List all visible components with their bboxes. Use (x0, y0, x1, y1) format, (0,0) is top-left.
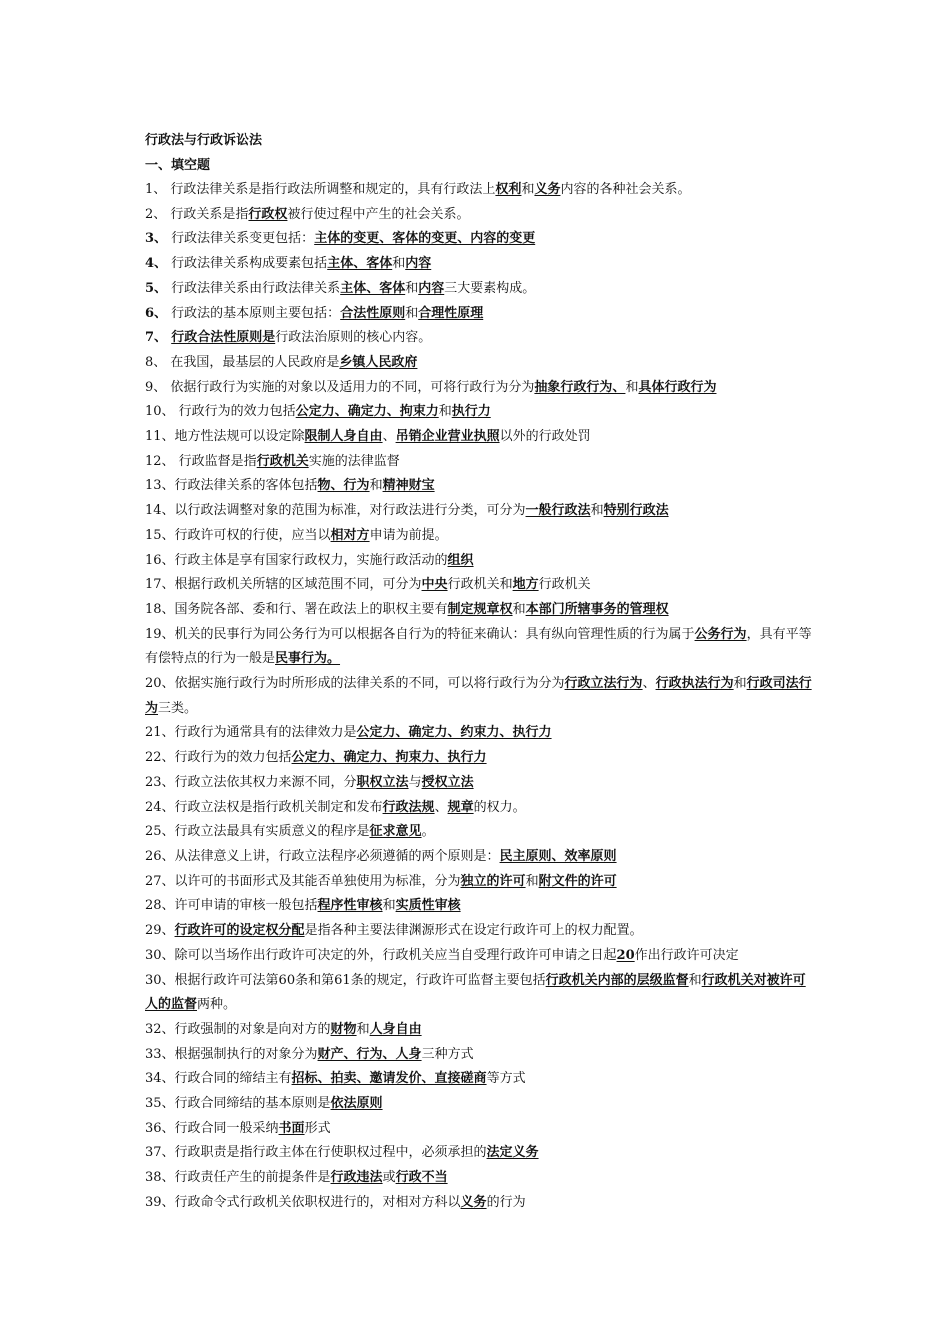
question-item (145, 969, 815, 1018)
question-item (145, 1018, 815, 1043)
answer-text: 抽象行政行为、 (534, 379, 626, 395)
question-text: 6、 (145, 305, 168, 321)
answer-text: 20 (616, 947, 635, 963)
question-item (145, 1117, 815, 1142)
answer-text: 财产、行为、人身 (317, 1046, 422, 1062)
question-text: 和 (382, 898, 396, 914)
question-item (145, 524, 815, 549)
question-item (145, 672, 815, 721)
answer-text: 主体、客体 (340, 280, 406, 296)
question-text: 34、行政合同的缔结主有 (145, 1071, 292, 1087)
question-text: 29、 (145, 923, 175, 939)
question-item (145, 573, 815, 598)
answer-text: 程序性审核 (317, 898, 383, 914)
answer-text: 公定力、确定力、约束力、执行力 (356, 725, 552, 741)
question-item (145, 277, 815, 302)
question-item (145, 1092, 815, 1117)
question-text: 行政法律关系构成要素包括 (167, 256, 328, 272)
question-text: 20、依据实施行政行为时所形成的法律关系的不同，可以将行政行为分为 (145, 676, 565, 692)
question-list (145, 178, 815, 1216)
question-text: 依据行政行为实施的对象以及适用力的不同，可将行政行为分为 (166, 379, 535, 395)
question-text: 内容的各种社会关系。 (560, 182, 691, 197)
answer-text: 中央 (421, 577, 448, 593)
answer-text: 行政机关对被许可人的监督 (145, 972, 806, 1013)
question-item (145, 227, 815, 252)
answer-text: 具体行政行为 (638, 379, 717, 395)
question-text: 13、行政法律关系的客体包括 (145, 478, 318, 494)
answer-text: 法定义务 (486, 1145, 539, 1161)
answer-text: 主体的变更、客体的变更、内容的变更 (314, 231, 536, 247)
question-text: 的权力。 (473, 799, 526, 815)
answer-text: 征求意见 (369, 824, 422, 840)
question-text: 和 (521, 182, 535, 197)
answer-text: 书面 (278, 1120, 305, 1136)
question-text: 的行为 (486, 1194, 526, 1210)
question-text: 实施的法律监督 (308, 453, 400, 469)
question-item (145, 1043, 815, 1068)
answer-text: 行政执法行为 (655, 676, 734, 692)
answer-text: 财物 (330, 1021, 357, 1037)
question-text: 和 (405, 280, 419, 296)
question-text: 三大要素构成。 (444, 280, 536, 296)
question-item (145, 796, 815, 821)
section-heading: 一、填空题 (145, 158, 211, 173)
answer-text: 行政机关 (256, 453, 309, 469)
question-item (145, 252, 815, 277)
answer-text: 精神财宝 (382, 478, 435, 494)
question-text: 3、 (145, 231, 168, 247)
answer-text: 权利 (495, 182, 522, 197)
question-item (145, 771, 815, 796)
question-text: 作出行政许可决定 (634, 947, 739, 963)
question-item (145, 425, 815, 450)
question-text: 申请为前提。 (369, 527, 448, 543)
question-text: 15、行政许可权的行使，应当以 (145, 527, 331, 543)
question-text: 30、除可以当场作出行政许可决定的外，行政机关应当自受理行政许可申请之日起 (145, 947, 617, 963)
question-text: 和 (625, 379, 639, 395)
answer-text: 职权立法 (356, 774, 409, 790)
question-text: 是指各种主要法律渊源形式在设定行政许可上的权力配置。 (304, 923, 643, 939)
answer-text: 行政不当 (395, 1170, 448, 1186)
question-text: 在我国，最基层的人民政府是 (166, 354, 340, 370)
answer-text: 招标、拍卖、邀请发价、直接磋商 (291, 1071, 487, 1087)
question-text: 22、行政行为的效力包括 (145, 750, 292, 766)
question-text: 和 (356, 1021, 370, 1037)
question-item (145, 549, 815, 574)
question-text: 26、从法律意义上讲，行政立法程序必须遵循的两个原则是： (145, 848, 500, 864)
answer-text: 本部门所辖事务的管理权 (525, 601, 669, 617)
question-item (145, 1067, 815, 1092)
question-item (145, 721, 815, 746)
question-text: 37、行政职责是指行政主体在行使职权过程中，必须承担的 (145, 1145, 487, 1161)
question-text: 9、 (145, 379, 167, 395)
answer-text: 主体、客体 (327, 256, 393, 272)
answer-text: 吊销企业营业执照 (395, 429, 500, 445)
answer-text: 人身自由 (369, 1021, 422, 1037)
question-item (145, 474, 815, 499)
question-text: 和 (369, 478, 383, 494)
question-item (145, 1191, 815, 1216)
answer-text: 地方 (512, 577, 539, 593)
question-text: 行政机关 (538, 577, 591, 593)
question-item (145, 351, 815, 376)
question-item (145, 820, 815, 845)
question-item (145, 845, 815, 870)
answer-text: 行政许可的设定权分配 (174, 923, 305, 939)
question-text: 16、行政主体是享有国家行政权力，实施行政活动的 (145, 552, 448, 568)
question-text: 、 (642, 676, 656, 692)
question-text: 27、以许可的书面形式及其能否单独使用为标准，分为 (145, 873, 461, 889)
question-text: 33、根据强制执行的对象分为 (145, 1046, 318, 1062)
answer-text: 民主原则、效率原则 (499, 848, 617, 864)
question-text: 24、行政立法权是指行政机关制定和发布 (145, 799, 383, 815)
question-text: 行政法律关系由行政法律关系 (167, 280, 341, 296)
question-text: 。 (421, 824, 435, 840)
question-item (145, 1141, 815, 1166)
question-text: 17、根据行政机关所辖的区域范围不同，可分为 (145, 577, 422, 593)
question-text: 和 (688, 972, 702, 988)
question-text: 行政法律关系变更包括： (167, 231, 315, 247)
question-text: 25、行政立法最具有实质意义的程序是 (145, 824, 370, 840)
question-text: 、 (382, 429, 396, 445)
question-text: 三种方式 (421, 1046, 474, 1062)
question-item (145, 400, 815, 425)
question-text: 1、 (145, 182, 167, 197)
question-text: 39、行政命令式行政机关依职权进行的，对相对方科以 (145, 1194, 461, 1210)
answer-text: 公务行为 (694, 626, 747, 642)
question-text: 14、以行政法调整对象的范围为标准，对行政法进行分类，可分为 (145, 503, 526, 519)
question-item (145, 450, 815, 475)
answer-text: 行政违法 (330, 1170, 383, 1186)
answer-text: 制定规章权 (447, 601, 513, 617)
question-item (145, 178, 815, 203)
answer-text: 乡镇人民政府 (339, 354, 418, 370)
answer-text: 物、行为 (317, 478, 370, 494)
question-text: 行政法律关系是指行政法所调整和规定的，具有行政法上 (166, 182, 496, 197)
question-text: 行政关系是指 (166, 206, 249, 222)
question-text: 被行使过程中产生的社会关系。 (287, 206, 470, 222)
question-item (145, 326, 815, 351)
answer-text: 合法性原则 (340, 305, 406, 321)
answer-text: 义务 (534, 182, 561, 197)
question-text: 等方式 (486, 1071, 526, 1087)
answer-text: 行政合法性原则是 (171, 330, 276, 346)
question-text: 行政机关和 (447, 577, 513, 593)
answer-text: 限制人身自由 (304, 429, 383, 445)
answer-text: 相对方 (330, 527, 370, 543)
question-text: 4、 (145, 256, 168, 272)
question-item (145, 203, 815, 228)
question-text: 行政法的基本原则主要包括： (167, 305, 341, 321)
question-text: 11、地方性法规可以设定除 (145, 429, 305, 445)
question-text: 或 (382, 1170, 396, 1186)
question-text: 19、机关的民事行为同公务行为可以根据各自行为的特征来确认：具有纵向管理性质的行为属于 (145, 626, 695, 642)
question-text: 2、 (145, 206, 167, 222)
question-item (145, 1166, 815, 1191)
question-item (145, 944, 815, 969)
question-item (145, 623, 815, 672)
answer-text: 民事行为。 (275, 651, 341, 667)
answer-text: 实质性审核 (395, 898, 461, 914)
question-text: 和 (438, 404, 452, 420)
question-text: 7、 (145, 330, 168, 346)
question-text: 5、 (145, 280, 168, 296)
question-item (145, 894, 815, 919)
question-text: 36、行政合同一般采纳 (145, 1120, 279, 1136)
answer-text: 合理性原理 (418, 305, 484, 321)
question-text: 行政法治原则的核心内容。 (275, 330, 432, 346)
question-item (145, 376, 815, 401)
question-text: 与 (408, 774, 422, 790)
answer-text: 行政司法行为 (145, 676, 812, 716)
answer-text: 公定力、确定力、拘束力 (295, 404, 439, 420)
answer-text: 行政权 (248, 206, 288, 222)
question-text: 30、根据行政许可法第60条和第61条的规定，行政许可监督主要包括 (145, 972, 546, 988)
question-text: 、 (434, 799, 448, 815)
question-text: 和 (512, 601, 526, 617)
question-text: 形式 (304, 1120, 331, 1136)
answer-text: 执行力 (451, 404, 491, 420)
question-item (145, 499, 815, 524)
question-text: 8、 (145, 354, 167, 370)
question-item (145, 919, 815, 944)
question-text: ，具有平等有偿特点的行为一般是 (145, 626, 812, 667)
answer-text: 附文件的许可 (538, 873, 617, 889)
answer-text: 独立的许可 (460, 873, 526, 889)
question-text: 和 (525, 873, 539, 889)
question-text: 10、 (145, 404, 175, 420)
answer-text: 义务 (460, 1194, 487, 1210)
answer-text: 组织 (447, 552, 474, 568)
question-item (145, 746, 815, 771)
answer-text: 一般行政法 (525, 503, 591, 519)
document-page (145, 128, 815, 1216)
question-text: 和 (590, 503, 604, 519)
question-text: 35、行政合同缔结的基本原则是 (145, 1096, 331, 1112)
question-item (145, 870, 815, 895)
question-text: 行政监督是指 (174, 453, 257, 469)
answer-text: 规章 (447, 799, 474, 815)
question-text: 和 (392, 256, 406, 272)
answer-text: 依法原则 (330, 1096, 383, 1112)
question-text: 三类。 (158, 700, 198, 716)
question-text: 32、行政强制的对象是向对方的 (145, 1021, 331, 1037)
answer-text: 特别行政法 (603, 503, 669, 519)
question-text: 两种。 (197, 997, 237, 1013)
answer-text: 授权立法 (421, 774, 474, 790)
answer-text: 行政机关内部的层级监督 (545, 972, 689, 988)
question-text: 28、许可申请的审核一般包括 (145, 898, 318, 914)
answer-text: 行政立法行为 (564, 676, 643, 692)
question-text: 18、国务院各部、委和行、署在政法上的职权主要有 (145, 601, 448, 617)
answer-text: 行政法规 (382, 799, 435, 815)
question-text: 行政行为的效力包括 (174, 404, 296, 420)
question-text: 和 (733, 676, 747, 692)
question-item (145, 598, 815, 623)
question-text: 12、 (145, 453, 175, 469)
question-text: 38、行政责任产生的前提条件是 (145, 1170, 331, 1186)
question-text: 23、行政立法依其权力来源不同，分 (145, 774, 357, 790)
document-title: 行政法与行政诉讼法 (145, 133, 263, 148)
question-text: 和 (405, 305, 419, 321)
question-item (145, 302, 815, 327)
answer-text: 内容 (418, 280, 445, 296)
answer-text: 内容 (405, 256, 432, 272)
question-text: 以外的行政处罚 (499, 429, 591, 445)
answer-text: 公定力、确定力、拘束力、执行力 (291, 750, 487, 766)
question-text: 21、行政行为通常具有的法律效力是 (145, 725, 357, 741)
